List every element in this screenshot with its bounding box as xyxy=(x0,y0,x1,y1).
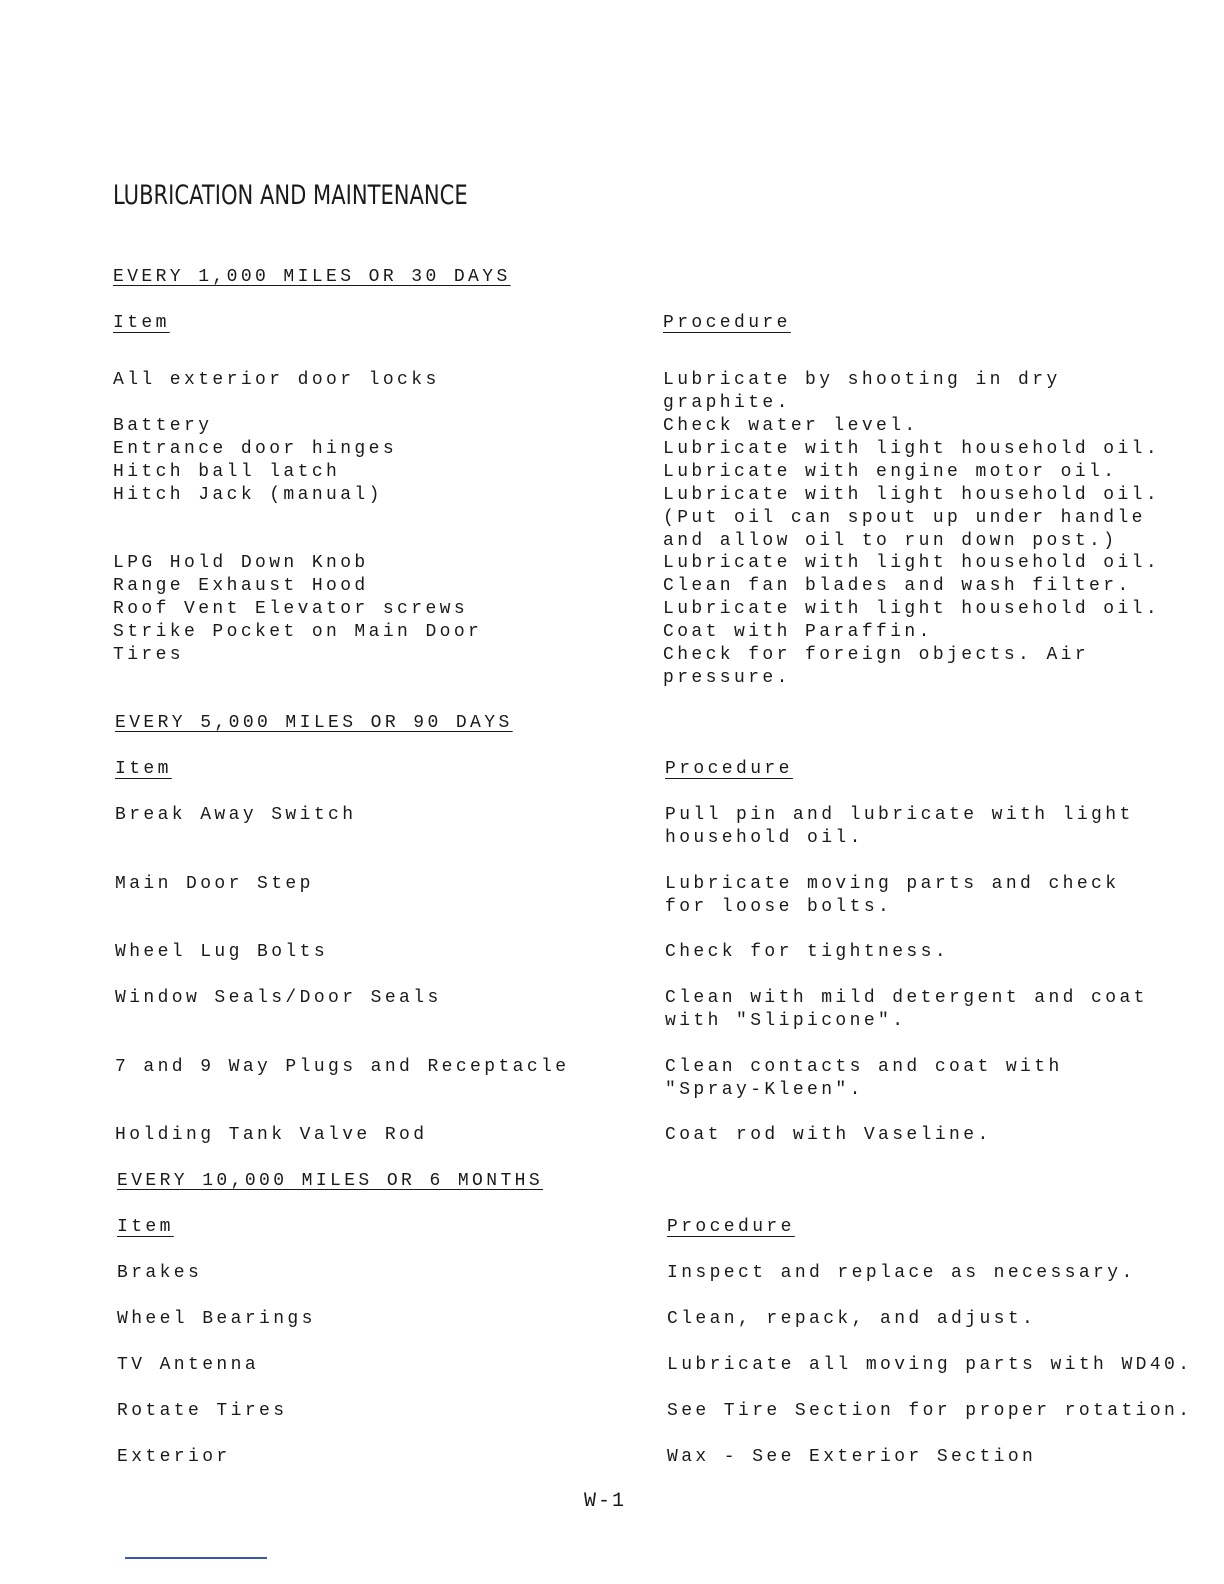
item-column-header: Item xyxy=(115,759,172,779)
procedure-text: Wax - See Exterior Section xyxy=(667,1447,1037,1467)
section-heading-1000-miles: EVERY 1,000 MILES OR 30 DAYS xyxy=(113,267,511,287)
section-heading-10000-miles: EVERY 10,000 MILES OR 6 MONTHS xyxy=(117,1171,544,1191)
item-text: Strike Pocket on Main Door xyxy=(113,622,483,642)
procedure-text: Clean fan blades and wash filter. xyxy=(663,576,1132,596)
procedure-text: Lubricate with light household oil. xyxy=(663,553,1161,573)
item-text: Brakes xyxy=(117,1263,203,1283)
item-text: Rotate Tires xyxy=(117,1401,288,1421)
item-column-header: Item xyxy=(117,1217,174,1237)
procedure-text: Lubricate all moving parts with WD40. xyxy=(667,1355,1193,1375)
item-text: Wheel Bearings xyxy=(117,1309,316,1329)
procedure-text: Inspect and replace as necessary. xyxy=(667,1263,1136,1283)
item-text: All exterior door locks xyxy=(113,370,440,390)
procedure-text: Lubricate moving parts and check xyxy=(665,874,1120,894)
procedure-text: Clean contacts and coat with xyxy=(665,1057,1063,1077)
section-heading-5000-miles: EVERY 5,000 MILES OR 90 DAYS xyxy=(115,713,513,733)
procedure-text: Coat rod with Vaseline. xyxy=(665,1125,992,1145)
item-text: Hitch Jack (manual) xyxy=(113,485,383,505)
item-text: Window Seals/Door Seals xyxy=(115,988,442,1008)
item-text: Wheel Lug Bolts xyxy=(115,942,329,962)
footer-rule xyxy=(125,1557,267,1559)
item-text: 7 and 9 Way Plugs and Receptacle xyxy=(115,1057,570,1077)
page-title: LUBRICATION AND MAINTENANCE xyxy=(113,180,468,211)
procedure-text: (Put oil can spout up under handle xyxy=(663,508,1146,528)
procedure-text: and allow oil to run down post.) xyxy=(663,531,1118,551)
procedure-text: Clean, repack, and adjust. xyxy=(667,1309,1037,1329)
item-text: TV Antenna xyxy=(117,1355,260,1375)
procedure-text: pressure. xyxy=(663,668,791,688)
procedure-text: household oil. xyxy=(665,828,864,848)
procedure-text: with "Slipicone". xyxy=(665,1011,907,1031)
procedure-column-header: Procedure xyxy=(665,759,793,779)
item-text: Range Exhaust Hood xyxy=(113,576,369,596)
page-number: W-1 xyxy=(584,1490,627,1513)
procedure-text: Lubricate with light household oil. xyxy=(663,599,1161,619)
procedure-column-header: Procedure xyxy=(667,1217,795,1237)
item-text: Tires xyxy=(113,645,185,665)
procedure-text: Clean with mild detergent and coat xyxy=(665,988,1148,1008)
procedure-text: Lubricate by shooting in dry xyxy=(663,370,1061,390)
procedure-text: "Spray-Kleen". xyxy=(665,1080,864,1100)
item-text: Main Door Step xyxy=(115,874,314,894)
procedure-text: Lubricate with engine motor oil. xyxy=(663,462,1118,482)
procedure-text: See Tire Section for proper rotation. xyxy=(667,1401,1193,1421)
procedure-text: Lubricate with light household oil. xyxy=(663,439,1161,459)
procedure-text: graphite. xyxy=(663,393,791,413)
item-text: Hitch ball latch xyxy=(113,462,341,482)
procedure-text: for loose bolts. xyxy=(665,897,893,917)
item-text: LPG Hold Down Knob xyxy=(113,553,369,573)
item-text: Entrance door hinges xyxy=(113,439,398,459)
procedure-text: Check for tightness. xyxy=(665,942,950,962)
item-column-header: Item xyxy=(113,313,170,333)
procedure-text: Pull pin and lubricate with light xyxy=(665,805,1134,825)
procedure-text: Check for foreign objects. Air xyxy=(663,645,1090,665)
item-text: Break Away Switch xyxy=(115,805,357,825)
item-text: Exterior xyxy=(117,1447,231,1467)
procedure-text: Lubricate with light household oil. xyxy=(663,485,1161,505)
procedure-column-header: Procedure xyxy=(663,313,791,333)
item-text: Battery xyxy=(113,416,213,436)
procedure-text: Check water level. xyxy=(663,416,919,436)
item-text: Roof Vent Elevator screws xyxy=(113,599,469,619)
item-text: Holding Tank Valve Rod xyxy=(115,1125,428,1145)
procedure-text: Coat with Paraffin. xyxy=(663,622,933,642)
